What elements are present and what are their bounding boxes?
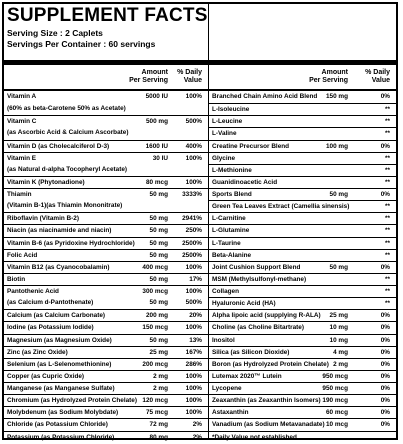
nutrient-amount: 200 mcg: [142, 360, 168, 368]
nutrient-name: Branched Chain Amino Acid Blend: [212, 93, 318, 100]
nutrient-row: [4, 346, 208, 358]
nutrient-amount: 2 mg: [333, 360, 348, 368]
nutrient-name: Glycine: [212, 154, 236, 162]
nutrient-amount: 50 mg: [329, 191, 348, 198]
nutrient-daily-value: **: [385, 275, 390, 283]
nutrient-row: [209, 212, 396, 224]
nutrient-amount: 50 mg: [149, 336, 168, 344]
nutrient-row: [209, 249, 396, 261]
nutrient-name: Iodine (as Potassium Iodide): [7, 324, 94, 332]
nutrient-daily-value: **: [385, 300, 390, 308]
nutrient-row: [209, 127, 396, 139]
nutrient-daily-value: 100%: [185, 288, 202, 295]
nutrient-row: [4, 200, 208, 212]
nutrient-name: Vitamin B-6 (as Pyridoxine Hydrochloride): [7, 239, 135, 247]
nutrient-daily-value: 20%: [189, 312, 202, 320]
nutrient-daily-value: 250%: [185, 227, 202, 235]
nutrient-daily-value: 100%: [185, 154, 202, 162]
nutrient-name: L-Isoleucine: [212, 106, 250, 114]
nutrient-daily-value: 100%: [185, 263, 202, 271]
nutrient-row: [209, 394, 396, 406]
nutrient-name: (as Calcium d-Pantothenate): [7, 299, 94, 307]
nutrient-daily-value: 100%: [185, 178, 202, 186]
nutrient-row: [4, 358, 208, 370]
nutrient-daily-value: 0%: [380, 191, 390, 198]
nutrient-amount: 950 mcg: [322, 372, 348, 380]
nutrient-name: Chloride (as Potassium Chloride): [7, 421, 108, 429]
nutrient-row: [4, 382, 208, 394]
nutrient-amount: 80 mcg: [145, 178, 168, 186]
nutrient-daily-value: **: [385, 130, 390, 138]
nutrient-row: [209, 309, 396, 321]
nutrient-row: [209, 103, 396, 115]
nutrient-amount: 150 mg: [325, 93, 348, 100]
nutrient-row: [209, 370, 396, 382]
amount-header: Amount Per Serving: [129, 69, 168, 84]
nutrient-row: [4, 103, 208, 115]
nutrient-row: [4, 394, 208, 406]
nutrient-row: [4, 249, 208, 261]
nutrient-row: [209, 334, 396, 346]
nutrient-daily-value: 3333%: [182, 191, 202, 198]
nutrient-daily-value: **: [385, 106, 390, 114]
nutrient-row: [209, 188, 396, 200]
nutrient-name: Vitamin A: [7, 93, 37, 100]
nutrient-row: [209, 224, 396, 236]
nutrient-name: Vitamin C: [7, 118, 37, 126]
nutrient-amount: 2 mg: [153, 372, 168, 380]
nutrient-amount: 72 mg: [149, 421, 168, 429]
nutrient-name: Joint Cushion Support Blend: [212, 263, 301, 271]
nutrient-daily-value: 100%: [185, 372, 202, 380]
nutrient-name: *Daily Value not established: [212, 433, 297, 441]
nutrient-amount: 190 mcg: [322, 397, 348, 405]
nutrient-daily-value: 17%: [189, 275, 202, 283]
nutrient-name: L-Carnitine: [212, 215, 246, 223]
nutrient-row: [4, 297, 208, 309]
nutrient-daily-value: **: [385, 178, 390, 186]
nutrient-daily-value: 2500%: [182, 251, 202, 259]
nutrient-daily-value: 500%: [185, 118, 202, 126]
nutrient-name: Astaxanthin: [212, 409, 249, 417]
nutrient-name: Beta-Alanine: [212, 251, 252, 259]
nutrient-amount: 200 mg: [145, 312, 168, 320]
nutrient-daily-value: 0%: [380, 93, 390, 100]
nutrient-row: [4, 273, 208, 285]
nutrient-row: [4, 261, 208, 273]
nutrient-daily-value: **: [385, 288, 390, 295]
nutrient-amount: 10 mg: [329, 324, 348, 332]
nutrient-amount: 25 mg: [149, 348, 168, 356]
nutrient-daily-value: **: [385, 203, 390, 211]
nutrient-name: Thiamin: [7, 191, 32, 198]
nutrient-row: [4, 176, 208, 188]
nutrient-row: [209, 152, 396, 164]
nutrient-amount: 50 mg: [149, 299, 168, 307]
nutrient-name: Vitamin B12 (as Cyanocobalamin): [7, 263, 110, 271]
nutrient-daily-value: 0%: [380, 263, 390, 271]
nutrient-name: (Vitamin B-1)(as Thiamin Mononitrate): [7, 202, 123, 210]
nutrient-amount: 2 mg: [153, 385, 168, 392]
left-nutrient-list: [4, 91, 208, 443]
nutrient-daily-value: 0%: [380, 397, 390, 405]
nutrient-name: Alpha lipoic acid (supplying R-ALA): [212, 312, 321, 320]
nutrient-name: Selenium (as L-Selenomethionine): [7, 360, 112, 368]
nutrient-amount: 400 mcg: [142, 263, 168, 271]
nutrient-daily-value: 167%: [185, 348, 202, 356]
nutrient-name: Pantothenic Acid: [7, 288, 59, 295]
nutrient-daily-value: 100%: [185, 385, 202, 392]
amount-header: Amount Per Serving: [309, 69, 348, 84]
nutrient-amount: 5000 IU: [145, 93, 168, 100]
nutrient-amount: 75 mcg: [145, 409, 168, 417]
nutrient-name: Lutemax 2020™ Lutein: [212, 372, 282, 380]
left-column-header: [4, 65, 208, 89]
nutrient-amount: 80 mg: [149, 433, 168, 441]
nutrient-row: [4, 370, 208, 382]
nutrient-row: [209, 358, 396, 370]
nutrient-amount: 4 mg: [333, 348, 348, 356]
nutrient-row: [4, 406, 208, 418]
nutrient-row: [4, 321, 208, 333]
nutrient-name: Vitamin K (Phytonadione): [7, 178, 85, 186]
label-title: SUPPLEMENT FACTS: [7, 5, 208, 26]
daily-value-header: % Daily Value: [177, 69, 202, 84]
nutrient-daily-value: 0%: [380, 372, 390, 380]
nutrient-name: Guanidinoacetic Acid: [212, 178, 278, 186]
nutrient-daily-value: **: [385, 154, 390, 162]
nutrient-daily-value: 286%: [185, 360, 202, 368]
nutrient-name: Riboflavin (Vitamin B-2): [7, 215, 79, 223]
nutrient-name: Inositol: [212, 336, 235, 344]
nutrient-amount: 50 mg: [149, 227, 168, 235]
nutrient-name: Vitamin D (as Cholecalciferol D-3): [7, 142, 110, 150]
nutrient-name: Hyaluronic Acid (HA): [212, 300, 276, 308]
nutrient-amount: 120 mcg: [142, 397, 168, 405]
nutrient-name: (60% as beta-Carotene 50% as Acetate): [7, 105, 126, 113]
nutrient-daily-value: 100%: [185, 93, 202, 100]
nutrient-name: Biotin: [7, 275, 26, 283]
right-column-header: [209, 65, 396, 89]
nutrient-row: [209, 140, 396, 152]
nutrient-row: [4, 212, 208, 224]
nutrient-name: MSM (Methylsulfonyl-methane): [212, 275, 307, 283]
nutrient-name: (as Ascorbic Acid & Calcium Ascorbate): [7, 129, 129, 137]
nutrient-daily-value: 100%: [185, 397, 202, 405]
daily-value-header: % Daily Value: [365, 69, 390, 84]
nutrient-row: [209, 164, 396, 176]
nutrient-name: Silica (as Silicon Dioxide): [212, 348, 290, 356]
nutrient-name: Copper (as Cupric Oxide): [7, 372, 85, 380]
nutrient-row: [4, 334, 208, 346]
serving-info: [7, 28, 155, 50]
nutrient-amount: 30 IU: [152, 154, 168, 162]
nutrient-daily-value: 0%: [380, 360, 390, 368]
nutrient-daily-value: 400%: [185, 142, 202, 150]
nutrient-name: Niacin (as niacinamide and niacin): [7, 227, 112, 235]
nutrient-row: [4, 309, 208, 321]
nutrient-amount: 50 mg: [149, 239, 168, 247]
nutrient-daily-value: 0%: [380, 348, 390, 356]
nutrient-name: L-Methionine: [212, 166, 252, 174]
nutrient-row: [4, 152, 208, 164]
label-header: [4, 4, 396, 60]
nutrient-amount: 950 mcg: [322, 385, 348, 392]
nutrient-name: Sports Blend: [212, 191, 252, 198]
nutrient-name: (as Natural d-alpha Tocopheryl Acetate): [7, 165, 128, 173]
supplement-facts-panel: [2, 2, 398, 440]
nutrient-amount: 50 mg: [149, 275, 168, 283]
nutrient-amount: 100 mg: [325, 142, 348, 150]
nutrient-name: L-Valine: [212, 130, 237, 138]
nutrient-row: [209, 261, 396, 273]
nutrient-row: [209, 297, 396, 309]
nutrient-amount: 60 mcg: [325, 409, 348, 417]
nutrient-daily-value: 2%: [192, 421, 202, 429]
nutrient-name: Folic Acid: [7, 251, 38, 259]
nutrient-name: Vitamin E: [7, 154, 37, 162]
nutrient-row: [4, 127, 208, 139]
nutrient-row: [4, 285, 208, 297]
nutrient-name: Chromium (as Hydrolyzed Protein Chelate): [7, 397, 137, 405]
nutrient-amount: 50 mg: [149, 191, 168, 198]
nutrient-daily-value: 2%: [192, 433, 202, 441]
nutrient-daily-value: 2500%: [182, 239, 202, 247]
nutrient-row: [4, 91, 208, 103]
nutrient-name: L-Glutamine: [212, 227, 250, 235]
nutrient-amount: 300 mcg: [142, 288, 168, 295]
nutrient-name: L-Taurine: [212, 239, 241, 247]
nutrient-row: [209, 406, 396, 418]
nutrient-row: [4, 164, 208, 176]
header-divider: [208, 4, 209, 60]
nutrient-row: [209, 418, 396, 430]
nutrient-name: L-Leucine: [212, 118, 243, 126]
nutrient-daily-value: 0%: [380, 336, 390, 344]
nutrient-name: Potassium (as Potassium Chloride): [7, 433, 115, 441]
nutrient-amount: 50 mg: [329, 263, 348, 271]
nutrient-row: [209, 382, 396, 394]
nutrient-row: [209, 431, 396, 443]
nutrient-amount: 1600 IU: [145, 142, 168, 150]
nutrient-row: [209, 273, 396, 285]
serving-size: Serving Size : 2 Caplets: [7, 28, 103, 38]
nutrient-amount: 50 mg: [149, 215, 168, 223]
nutrient-row: [4, 188, 208, 200]
nutrient-row: [209, 346, 396, 358]
nutrient-amount: 10 mcg: [325, 421, 348, 429]
nutrient-daily-value: 100%: [185, 324, 202, 332]
nutrient-name: Collagen: [212, 288, 239, 295]
nutrient-daily-value: 13%: [189, 336, 202, 344]
nutrient-daily-value: 0%: [380, 312, 390, 320]
nutrient-row: [4, 418, 208, 430]
nutrient-daily-value: 0%: [380, 409, 390, 417]
nutrient-amount: 10 mg: [329, 336, 348, 344]
nutrient-name: Green Tea Leaves Extract (Camellia sinensis): [212, 203, 350, 211]
nutrient-row: [4, 140, 208, 152]
nutrient-name: Lycopene: [212, 385, 242, 392]
nutrient-daily-value: 100%: [185, 409, 202, 417]
servings-per-container: Servings Per Container : 60 servings: [7, 39, 156, 49]
nutrient-daily-value: 0%: [380, 142, 390, 150]
right-column: [209, 65, 396, 441]
nutrient-row: [4, 431, 208, 443]
nutrient-daily-value: 0%: [380, 421, 390, 429]
nutrient-amount: 150 mcg: [142, 324, 168, 332]
nutrient-row: [4, 237, 208, 249]
nutrient-name: Vanadium (as Sodium Metavanadate): [212, 421, 325, 429]
nutrient-name: Calcium (as Calcium Carbonate): [7, 312, 106, 320]
nutrient-row: [209, 321, 396, 333]
nutrient-daily-value: **: [385, 239, 390, 247]
nutrient-daily-value: **: [385, 227, 390, 235]
nutrient-daily-value: 0%: [380, 385, 390, 392]
nutrient-amount: 50 mg: [149, 251, 168, 259]
left-column: [4, 65, 208, 441]
nutrient-row: [209, 237, 396, 249]
nutrient-row: [209, 285, 396, 297]
nutrient-daily-value: **: [385, 118, 390, 126]
nutrient-name: Molybdenum (as Sodium Molybdate): [7, 409, 119, 417]
nutrient-daily-value: 2941%: [182, 215, 202, 223]
nutrient-name: Zinc (as Zinc Oxide): [7, 348, 68, 356]
nutrient-name: Magnesium (as Magnesium Oxide): [7, 336, 112, 344]
nutrient-daily-value: 0%: [380, 324, 390, 332]
nutrient-daily-value: **: [385, 215, 390, 223]
nutrient-row: [4, 115, 208, 127]
nutrient-name: Zeaxanthin (as Zeaxanthin Isomers): [212, 397, 321, 405]
nutrient-name: Boron (as Hydrolyzed Protein Chelate): [212, 360, 329, 368]
nutrient-row: [209, 115, 396, 127]
nutrient-name: Choline (as Choline Bitartrate): [212, 324, 304, 332]
right-nutrient-list: [209, 91, 396, 443]
nutrient-amount: 25 mg: [329, 312, 348, 320]
nutrient-name: Manganese (as Manganese Sulfate): [7, 385, 115, 392]
nutrient-daily-value: **: [385, 251, 390, 259]
nutrient-row: [209, 91, 396, 103]
nutrient-name: Creatine Precursor Blend: [212, 142, 290, 150]
nutrient-amount: 500 mg: [145, 118, 168, 126]
nutrient-daily-value: **: [385, 166, 390, 174]
nutrient-daily-value: 500%: [185, 299, 202, 307]
nutrient-row: [209, 176, 396, 188]
nutrient-row: [4, 224, 208, 236]
nutrient-row: [209, 200, 396, 212]
